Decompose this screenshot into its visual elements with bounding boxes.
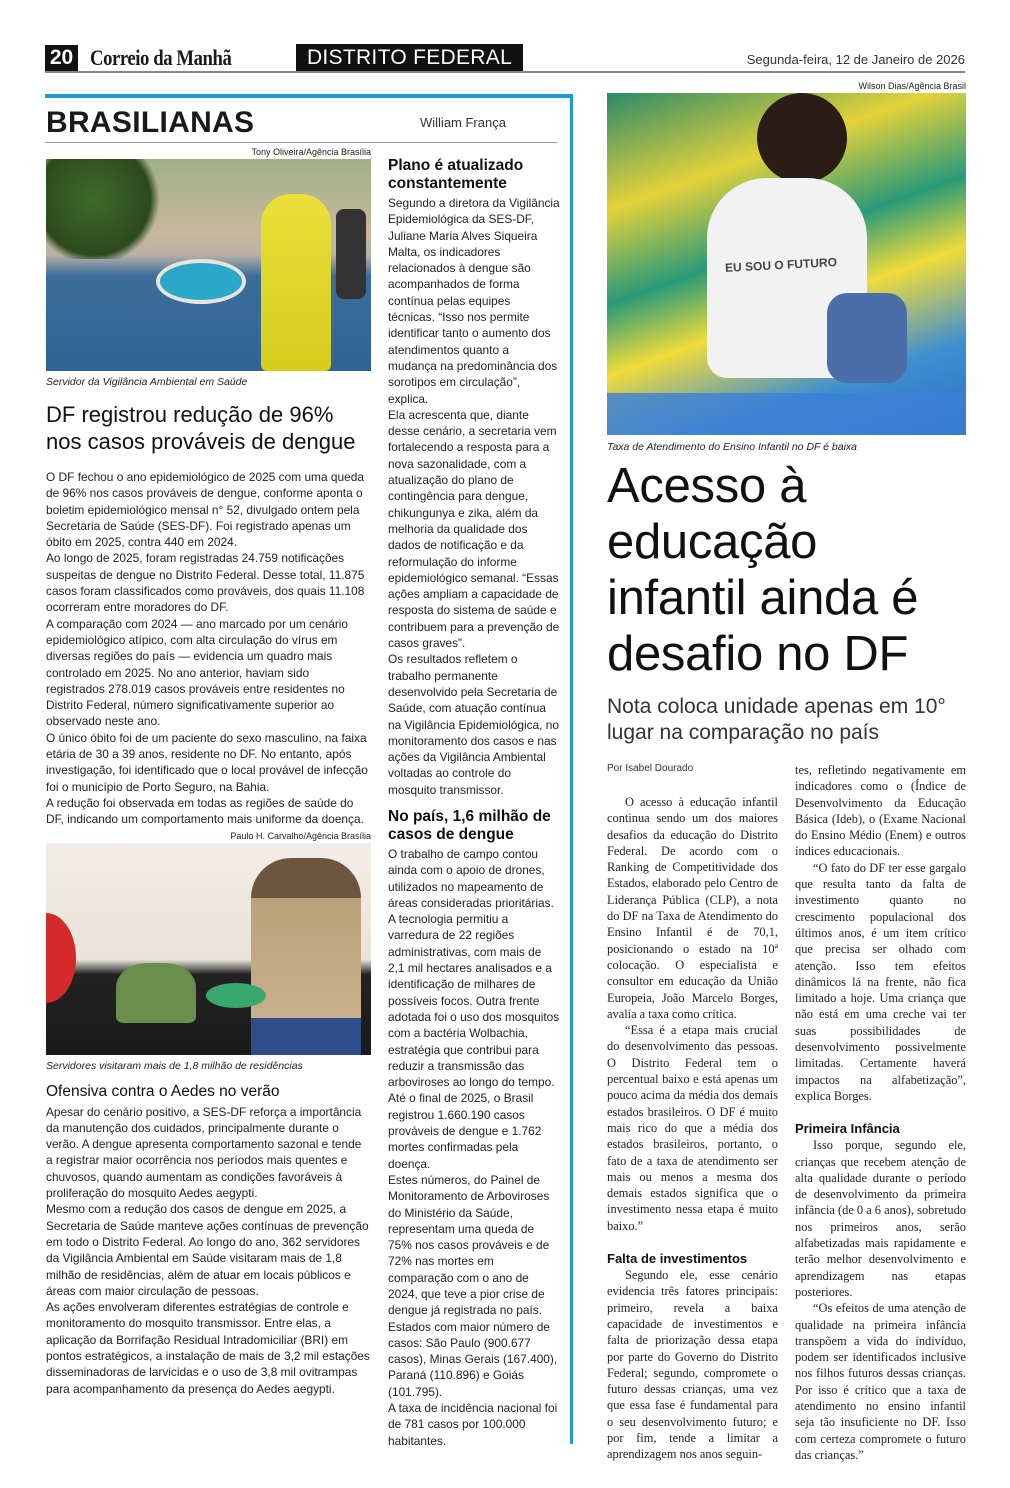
column-side-rule — [570, 94, 573, 1444]
article-subhead: Ofensiva contra o Aedes no verão — [46, 1082, 280, 1100]
shirt-print: EU SOU O FUTURO — [724, 255, 838, 275]
article-body — [388, 195, 560, 798]
paragraph: A redução foi observada em todas as regiões de saúde do DF, indicando um comportamento mais uniforme da doença. — [46, 795, 364, 827]
paragraph: Ao longo de 2025, foram registradas 24.759 notificações suspeitas de dengue no Distrito Federal. Desse total, 11.875 casos foram classificados como prováveis, dos quais 11.108 ocorreram entre moradores do DF. — [46, 551, 365, 615]
article-headline: DF registrou redução de 96% nos casos prováveis de dengue — [46, 402, 356, 454]
paragraph: O trabalho de campo contou ainda com o apoio de drones, utilizados no mapeamento de áreas consideradas prioritárias. A tecnologia permitiu a varredura de 22 regiões administrativas, com mais de 2,1 mil hectares analisados e a identificação de milhares de possíveis focos. Outra frente adotada foi o uso dos mosquitos com a bactéria Wolbachia, estratégia que contribui para reduzir a transmissão das arboviroses ao longo do tempo. — [388, 846, 560, 1090]
paragraph: As ações envolveram diferentes estratégias de controle e monitoramento do mosquito transmissor. Entre elas, a aplicação da Borrifação Residual Intradomiciliar (BRI) em pontos estratégicos, a instalação de mais de 3,2 mil estações disseminadoras de larvicidas e o uso de 3,8 mil ovitrampas para acompanhamento da presença do Aedes aegypti. — [46, 1300, 370, 1396]
column-title: BRASILIANAS — [46, 106, 255, 139]
header-divider — [45, 71, 965, 73]
photo-caption: Taxa de Atendimento do Ensino Infantil no DF é baixa — [607, 441, 858, 453]
paragraph: “Essa é a etapa mais crucial do desenvolvimento das pessoas. O Distrito Federal tem o percentual baixo e está apenas um pouco acima da média dos demais estados brasileiros. O DF é muito mais rico do que a média dos estados brasileiros, portanto, o fato de a taxa de atendimento ser mais ou menos a mesma dos demais estados significa que o investimento nessa etapa é muito baixo.” — [607, 1023, 778, 1233]
paragraph: Segundo a diretora da Vigilância Epidemiológica da SES-DF, Juliane Maria Alves Siqueira Malta, os indicadores relacionados à dengue são acompanhados de forma contínua pelas equipes técnicas. “Isso nos permite identificar tanto o aumento dos atendimentos quanto a mudança na predominância dos sorotipos em circulação”, explica. — [388, 196, 560, 406]
article-body — [46, 1104, 371, 1397]
paragraph: Segundo ele, esse cenário evidencia três fatores principais: primeiro, revela a baixa capacidade de investimentos e falta de priorização dessa etapa por parte do Governo do Distrito Federal; segundo, compromete o futuro dessas crianças, uma vez que essa fase é fundamental para o seu desenvolvimento futuro; e por fim, tende a limitar a aprendizagem nos anos seguin- — [607, 1268, 778, 1462]
article-subhead: Falta de investimentos — [607, 1251, 748, 1267]
paragraph: Até o final de 2025, o Brasil registrou 1.660.190 casos prováveis de dengue e 1.762 mortes confirmadas pela doença. — [388, 1091, 542, 1171]
article-subhead: Plano é atualizado constantemente — [388, 157, 524, 192]
paragraph: A comparação com 2024 — ano marcado por um cenário epidemiológico atípico, com alta circulação do vírus em diversas regiões do país — evidencia um quadro mais controlado em 2025. No ano anterior, haviam sido registrados 278.019 casos prováveis entre residentes no Distrito Federal, número significativamente superior ao observado neste ano. — [46, 616, 349, 729]
paragraph: tes, refletindo negativamente em indicadores como o (Índice de Desenvolvimento da Educação Básica (Ideb), o (Exame Nacional do Ensino Médio (Enem) e outros índices educacionais. — [795, 763, 966, 859]
paragraph: Mesmo com a redução dos casos de dengue em 2025, a Secretaria de Saúde manteve ações contínuas de prevenção em todo o Distrito Federal. Ao longo do ano, 362 servidores da Vigilância Ambiental em Saúde visitaram mais de 1,8 milhão de residências, além de atuar em locais públicos e áreas com maior circulação de pessoas. — [46, 1202, 369, 1298]
column-title-divider — [45, 142, 557, 143]
paragraph: O acesso à educação infantil continua sendo um dos maiores desafios da educação do Distrito Federal. De acordo com o Ranking de Competitividade dos Estados, elaborado pelo Centro de Liderança Pública (CLP), a nota do DF na Taxa de Atendimento do Ensino Infantil é de 70,1, posicionando o estado na 10ª colocação. O especialista e consultor em educação da União Europeia, João Marcelo Borges, avalia a taxa como crítica. — [607, 795, 778, 1021]
article-body — [607, 794, 778, 1463]
middle-column — [388, 157, 560, 1449]
photo-health-worker-spraying — [46, 159, 371, 371]
article-headline: Acesso à educação infantil ainda é desafio no DF — [607, 459, 919, 681]
column-top-rule — [45, 94, 573, 98]
paragraph: O DF fechou o ano epidemiológico de 2025 com uma queda de 96% nos casos prováveis de dengue, conforme aponta o boletim epidemiológico mensal n° 52, divulgado ontem pela Secretaria de Saúde (SES-DF). Foi registrado apenas um óbito em 2025, contra 440 em 2024. — [46, 470, 364, 550]
article-body — [795, 762, 966, 1463]
article-subhead: No país, 1,6 milhão de casos de dengue — [388, 807, 551, 843]
article-body — [46, 469, 371, 828]
photo-caption: Servidores visitaram mais de 1,8 milhão de residências — [46, 1059, 303, 1072]
paragraph: O único óbito foi de um paciente do sexo masculino, na faixa etária de 30 a 39 anos, residente no DF. No entanto, após investigação, foi identificado que o local provável de infecção foi o município de Porto Seguro, na Bahia. — [46, 730, 368, 794]
article-columns — [607, 762, 966, 1463]
photo-credit: Paulo H. Carvalho/Agência Brasília — [230, 830, 371, 841]
page-number: 20 — [45, 45, 78, 71]
paragraph: Isso porque, segundo ele, crianças que recebem atenção de alta qualidade durante o período de desenvolvimento da primeira infância (de 0 a 6 anos), sobretudo nos primeiros anos, serão alfabetizadas mais rapidamente e terão melhor desenvolvimento e aprendizagem nas etapas posteriores. — [795, 1138, 967, 1299]
photo-caption: Servidor da Vigilância Ambiental em Saúde — [46, 376, 248, 388]
article-byline: Por Isabel Dourado — [607, 763, 694, 774]
photo-inspectors-checking-plants — [46, 843, 371, 1055]
right-article — [607, 81, 966, 1463]
paragraph: Estados com maior número de casos: São Paulo (900.677 casos), Minas Gerais (167.400), Paraná (110.896) e Goiás (101.795). — [388, 1319, 558, 1399]
paragraph: Os resultados refletem o trabalho permanente desenvolvido pela Secretaria de Saúde, com atuação contínua na Vigilância Epidemiológica, no monitoramento dos casos e nas ações da Vigilância Ambiental voltadas ao controle do mosquito transmissor. — [388, 652, 559, 797]
paragraph: “Os efeitos de uma atenção de qualidade na primeira infância transpõem a vida do indivíduo, podem ser identificados inclusive nos filhos futuros dessas crianças. Por isso é crítico que a taxa de atendimento no ensino infantil seja tão insuficiente no DF. Isso com certeza compromete o futuro das crianças.” — [795, 1301, 966, 1462]
photo-credit: Tony Oliveira/Agência Brasília — [251, 147, 371, 157]
photo-credit: Wilson Dias/Agência Brasil — [858, 81, 966, 91]
paragraph: A taxa de incidência nacional foi de 781 casos por 100.000 habitantes. — [388, 1401, 558, 1448]
paragraph: Estes números, do Painel de Monitoramento de Arboviroses do Ministério da Saúde, representam uma queda de 75% nos casos prováveis e de 72% nas mortes em comparação com o ano de 2024, que teve a pior crise de dengue já registrada no país. — [388, 1172, 550, 1318]
newspaper-logo: Correio da Manhã — [90, 45, 232, 70]
paragraph: Ela acrescenta que, diante desse cenário, a secretaria vem fortalecendo a resposta para a nova sazonalidade, com a atualização do plano de contingência para dengue, chikungunya e zika, além da melhoria da qualidade dos dados de notificação e da reformulação do informe epidemiológico semanal. “Essas ações ampliam a capacidade de resposta do sistema de saúde e contribuem para a prevenção de casos graves”. — [388, 407, 560, 651]
issue-date: Segunda-feira, 12 de Janeiro de 2026 — [746, 52, 965, 67]
article-body — [388, 846, 560, 1449]
section-label: DISTRITO FEDERAL — [296, 44, 523, 71]
paragraph: Apesar do cenário positivo, a SES-DF reforça a importância da manutenção dos cuidados, principalmente durante o verão. A dengue apresenta comportamento sazonal e tende a registrar maior ocorrência nos períodos mais quentes e chuvosos, quando aumentam as condições favoráveis à proliferação do mosquito Aedes aegypti. — [46, 1104, 362, 1201]
photo-child-painting — [607, 93, 966, 435]
article-column-1 — [607, 762, 778, 1463]
column-author: William França — [420, 115, 506, 130]
left-column — [46, 147, 371, 1397]
paragraph: “O fato do DF ter esse gargalo que resulta tanto da falta de investimento quanto no crescimento populacional dos últimos anos, é um item crítico que precisa ser olhado com atenção. Isso tem efeitos dinâmicos lá na frente, não fica limitado a hoje. Uma criança que não está em uma creche vai ter suas possibilidades de desenvolvimento possivelmente limitadas. Certamente haverá impactos na alfabetização”, explica Borges. — [795, 860, 966, 1103]
article-subtitle: Nota coloca unidade apenas em 10° lugar na comparação no país — [607, 695, 946, 744]
article-subhead: Primeira Infância — [795, 1121, 900, 1137]
